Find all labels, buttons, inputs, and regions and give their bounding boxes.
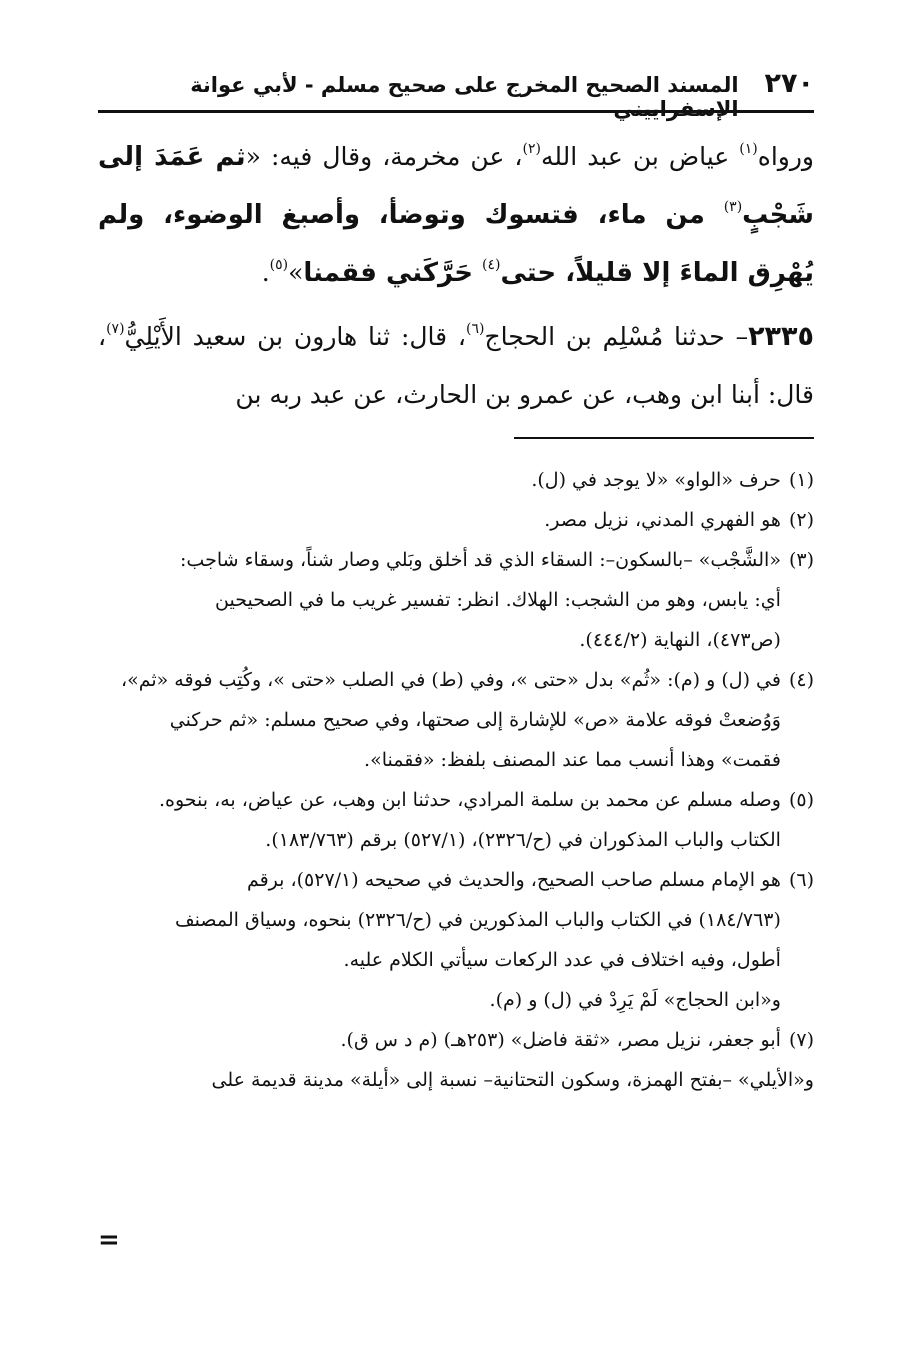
footnote-line: «الشَّجْب» –بالسكون–: السقاء الذي قد أخلق وبَلي وصار شناً، وسقاء شاجب: (180, 549, 781, 571)
footnote-line: و«الأيلي» –بفتح الهمزة، وسكون التحتانية– نسبة إلى «أيلة» مدينة قديمة على (211, 1069, 814, 1091)
footnote-number: (٦) (788, 869, 814, 891)
footnote-line: أبو جعفر، نزيل مصر، «ثقة فاضل» (٢٥٣هـ) (م د س ق). (340, 1029, 781, 1051)
footnote-3 (98, 540, 814, 660)
main-text (98, 128, 814, 424)
book-page (98, 0, 814, 1365)
footnote-line: هو الإمام مسلم صاحب الصحيح، والحديث في صحيحه (٥٢٧/١)، برقم (246, 869, 781, 891)
footnote-4 (98, 660, 814, 780)
text-run: » (288, 258, 304, 287)
text-run: ورواه (757, 142, 814, 171)
text-run: ، قال: أبنا ابن وهب، عن عمرو بن الحارث، عن عبد ربه بن (98, 322, 814, 409)
footnote-separator (514, 437, 814, 439)
footnote-line: فقمت» وهذا أنسب مما عند المصنف بلفظ: «فقمنا». (364, 749, 781, 771)
footnote-ref[interactable]: (٧) (106, 321, 125, 337)
footnote-ref[interactable]: (٣) (723, 199, 743, 215)
text-run: ، قال: ثنا هارون بن سعيد الأَيْلِيُّ (124, 322, 466, 351)
footnote-line: وصله مسلم عن محمد بن سلمة المرادي، حدثنا ابن وهب، عن عياض، به، بنحوه. (158, 789, 781, 811)
footnote-6 (98, 860, 814, 1020)
footnote-number: (٢) (788, 509, 814, 531)
footnote-line: و«ابن الحجاج» لَمْ يَرِدْ في (ل) و (م). (489, 989, 781, 1011)
footnote-line: وَوُضعتْ فوقه علامة «ص» للإشارة إلى صحتها، وفي صحيح مسلم: «ثم حركني (169, 709, 781, 731)
header-rule (98, 110, 814, 113)
footnote-line: الكتاب والباب المذكوران في (ح/٢٣٢٦)، (٥٢٧/١) برقم (١٨٣/٧٦٣). (265, 829, 781, 851)
footnote-line: في (ل) و (م): «ثُم» بدل «حتى »، وفي (ط) في الصلب «حتى »، وكُتِب فوقه «ثم»، (120, 669, 781, 691)
footnote-ref[interactable]: (٦) (465, 321, 485, 337)
footnote-ref[interactable]: (٤) (482, 257, 501, 273)
page-number: ٢٧٠ (764, 68, 814, 99)
text-run: . (261, 258, 270, 287)
footnote-number: (٤) (788, 669, 814, 691)
running-title: المسند الصحيح المخرج على صحيح مسلم - لأبي عوانة الإسفراييني (190, 73, 739, 121)
footnote-number: (٧) (788, 1029, 814, 1051)
footnote-ref[interactable]: (٢) (522, 141, 541, 157)
footnote-7-continuation (98, 1060, 814, 1100)
footnote-line: هو الفهري المدني، نزيل مصر. (544, 509, 781, 531)
footnote-line: (ص٤٧٣)، النهاية (٤٤٤/٢). (579, 629, 781, 651)
footnotes (98, 460, 814, 1100)
footnote-line: أطول، وفيه اختلاف في عدد الركعات سيأتي الكلام عليه. (343, 949, 781, 971)
footnote-ref[interactable]: (١) (739, 141, 758, 157)
paragraph-hadith (98, 308, 814, 424)
footnote-line: حرف «الواو» «لا يوجد في (ل). (531, 469, 781, 491)
text-run: عياض بن عبد الله (540, 142, 740, 171)
paragraph-narration (98, 128, 814, 302)
quoted-text: حَرَّكَني فقمنا (303, 258, 483, 288)
quoted-text: من ماء، فتسوك وتوضأ، وأصبغ الوضوء، ولم يُهْرِق الماءَ إلا قليلاً، حتى (98, 200, 814, 288)
footnote-number: (٣) (788, 549, 814, 571)
footnote-number: (٥) (788, 789, 814, 811)
hadith-number: ٢٣٣٥ (748, 321, 814, 352)
footnote-2 (98, 500, 814, 540)
footnote-line: (١٨٤/٧٦٣) في الكتاب والباب المذكورين في (ح/٢٣٢٦) بنحوه، وسياق المصنف (175, 909, 781, 931)
continuation-marker: = (98, 1225, 120, 1255)
text-run: ، عن مخرمة، وقال فيه: « (245, 142, 523, 171)
footnote-ref[interactable]: (٥) (269, 257, 289, 273)
text-run: – حدثنا مُسْلِم بن الحجاج (484, 322, 749, 351)
footnote-7 (98, 1020, 814, 1060)
footnote-line: أي: يابس، وهو من الشجب: الهلاك. انظر: تفسير غريب ما في الصحيحين (215, 589, 781, 611)
footnote-number: (١) (788, 469, 814, 491)
running-header (98, 68, 814, 121)
quoted-text: ثم عَمَدَ إلى شَجْبٍ (98, 142, 814, 230)
footnote-5 (98, 780, 814, 860)
footnote-1 (98, 460, 814, 500)
